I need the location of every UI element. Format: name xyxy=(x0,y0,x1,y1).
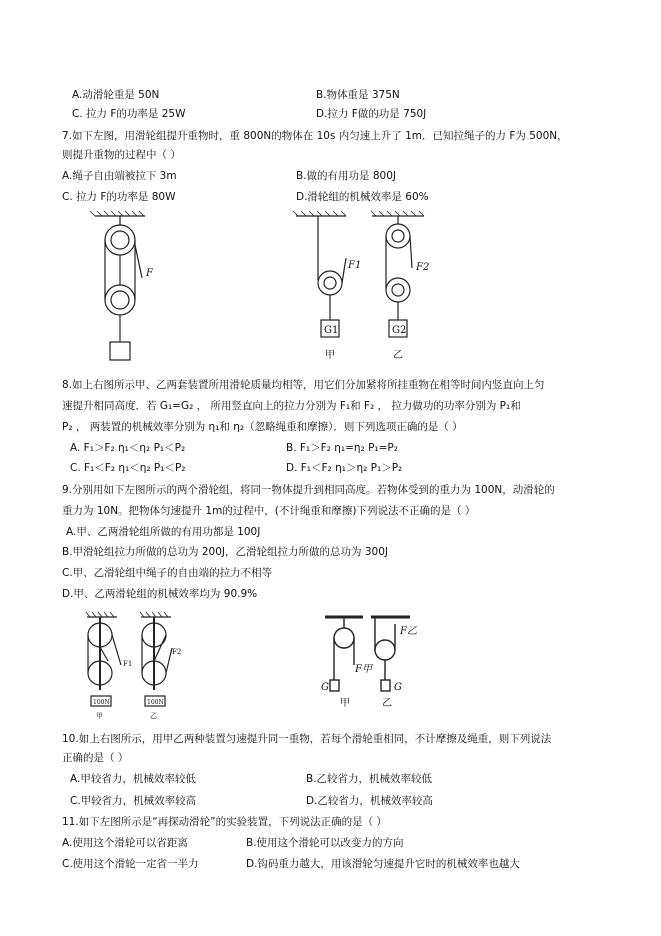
weight-label-g1: G1 xyxy=(324,325,339,336)
q6-option-b: B.物体重是 375N xyxy=(316,89,400,101)
q7-stem-line2: 则提升重物的过程中（ ） xyxy=(62,149,181,161)
pulley-group-yi-q9 xyxy=(140,612,172,706)
force-label-f: F xyxy=(146,268,153,279)
label-jia-q9: 甲 xyxy=(96,712,103,720)
label-yi-q10: 乙 xyxy=(382,698,392,709)
q10-option-d: D.乙较省力，机械效率较高 xyxy=(306,795,433,807)
q7-option-d: D.滑轮组的机械效率是 60% xyxy=(296,191,429,203)
q8-option-b: B. F₁＞F₂ η₁=η₂ P₁=P₂ xyxy=(286,442,398,454)
q7-option-c: C. 拉力 F的功率是 80W xyxy=(62,191,176,203)
force-label-f-jia: F甲 xyxy=(355,664,372,675)
weight-label-100n-jia: 100N xyxy=(93,699,110,706)
q9-option-b: B.甲滑轮组拉力所做的总功为 200J，乙滑轮组拉力所做的总功为 300J xyxy=(62,546,388,558)
q8-option-d: D. F₁＜F₂ η₁＞η₂ P₁＞P₂ xyxy=(286,462,403,474)
q9-option-c: C.甲、乙滑轮组中绳子的自由端的拉力不相等 xyxy=(62,567,273,579)
q11-option-b: B.使用这个滑轮可以改变力的方向 xyxy=(246,837,404,849)
q7-option-a: A.绳子自由端被拉下 3m xyxy=(62,170,177,182)
weight-label-g2: G2 xyxy=(392,325,407,336)
force-label-f1: F1 xyxy=(348,260,362,271)
q8-option-a: A. F₁＞F₂ η₁＜η₂ P₁＜P₂ xyxy=(70,442,186,454)
force-label-f-yi: F乙 xyxy=(400,626,417,637)
label-jia-q10: 甲 xyxy=(340,698,350,709)
q7-stem-line1: 7.如下左图，用滑轮组提升重物时，重 800N的物体在 10s 内匀速上升了 1m．已知拉绳子的力 F为 500N， xyxy=(62,130,568,142)
weight-label-g-jia: G xyxy=(321,682,329,693)
q9-option-d: D.甲、乙两滑轮组的机械效率均为 90.9% xyxy=(62,588,258,600)
q6-option-a: A.动滑轮重是 50N xyxy=(72,89,160,101)
q9-option-a: A.甲、乙两滑轮组所做的有用功都是 100J xyxy=(66,526,261,538)
force-label-f1-q9: F1 xyxy=(123,660,133,668)
force-label-f2-q9: F2 xyxy=(172,648,182,656)
weight-label-100n-yi: 100N xyxy=(147,699,164,706)
q9-stem-line1: 9.分别用如下左图所示的两个滑轮组，将同一物体提升到相同高度。若物体受到的重力为 100N，动滑轮的 xyxy=(62,484,555,496)
q6-option-c: C. 拉力 F的功率是 25W xyxy=(72,108,186,120)
q7-option-b: B.做的有用功是 800J xyxy=(296,170,397,182)
q6-option-d: D.拉力 F做的功是 750J xyxy=(316,108,427,120)
force-label-f2: F2 xyxy=(416,262,430,273)
weight-label-g-yi: G xyxy=(394,682,402,693)
q8-stem-line3: P₂ ， 两装置的机械效率分别为 η₁和 η₂（忽略绳重和摩擦）．则下列选项正确的是（ ） xyxy=(62,421,463,433)
q8-stem-line1: 8.如上右图所示甲、乙两套装置所用滑轮质量均相等，用它们分加紧将所挂重物在相等时间内竖直向上匀 xyxy=(62,379,545,391)
fixed-pulley-jia xyxy=(325,617,363,691)
label-yi-q9: 乙 xyxy=(150,712,157,720)
q11-option-c: C.使用这个滑轮一定省一半力 xyxy=(62,858,199,870)
label-yi: 乙 xyxy=(393,350,403,361)
q10-option-a: A.甲较省力，机械效率较低 xyxy=(70,773,196,785)
q10-option-b: B.乙较省力，机械效率较低 xyxy=(306,773,433,785)
q8-option-c: C. F₁＜F₂ η₁＜η₂ P₁＜P₂ xyxy=(70,462,186,474)
q11-option-d: D.钩码重力越大，用该滑轮匀速提升它时的机械效率也越大 xyxy=(246,858,520,870)
q9-stem-line2: 重力为 10N。把物体匀速提升 1m的过程中，(不计绳重和摩擦)下列说法不正确的是（ ） xyxy=(62,505,476,517)
q11-option-a: A.使用这个滑轮可以省距离 xyxy=(62,837,188,849)
pulley-group-jia-q9 xyxy=(86,612,121,706)
q10-stem-line2: 正确的是（ ） xyxy=(62,752,129,764)
q10-stem-line1: 10.如上右图所示，用甲乙两种装置匀速提升同一重物，若每个滑轮重相同，不计摩擦及绳重，则下列说法 xyxy=(62,733,552,745)
q8-stem-line2: 速提升相同高度．若 G₁=G₂ ， 所用竖直向上的拉力分别为 F₁和 F₂ ， 拉力做功的功率分别为 P₁和 xyxy=(62,400,521,412)
q10-option-c: C.甲较省力，机械效率较高 xyxy=(70,795,197,807)
label-jia: 甲 xyxy=(325,350,335,361)
q11-stem: 11.如下左图所示是“再探动滑轮”的实验装置，下列说法正确的是（ ） xyxy=(62,816,387,828)
